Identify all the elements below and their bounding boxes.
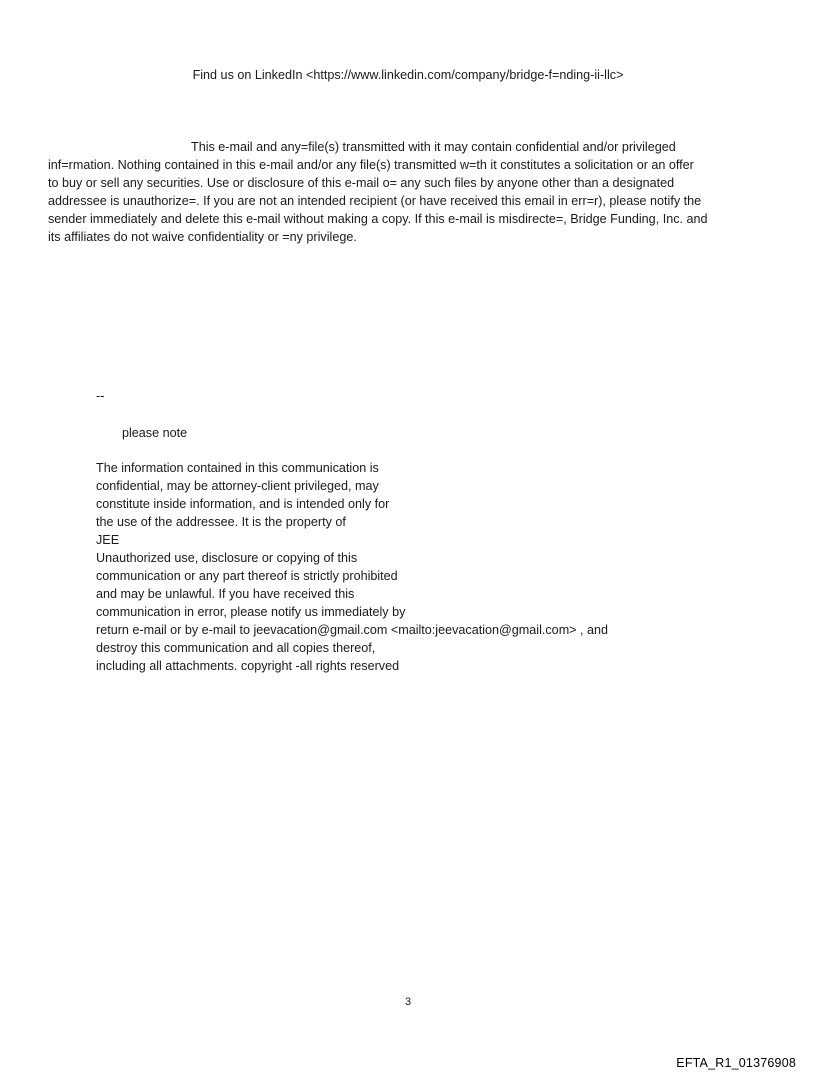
notice-line: JEE bbox=[96, 533, 120, 547]
legal-notice bbox=[96, 459, 608, 675]
signature-separator: -- bbox=[96, 389, 105, 403]
linkedin-line: Find us on LinkedIn <https://www.linkedin.com/company/bridge-f=nding-ii-llc> bbox=[192, 68, 624, 82]
notice-line: the use of the addressee. It is the property of bbox=[96, 515, 346, 529]
disclaimer-line: inf=rmation. Nothing contained in this e-mail and/or any file(s) transmitted w=th it constitutes a solicitation or an offer bbox=[48, 158, 694, 172]
disclaimer-line: sender immediately and delete this e-mail without making a copy. If this e-mail is misdirecte=, Bridge Funding, Inc. and bbox=[48, 212, 708, 226]
notice-line: communication in error, please notify us immediately by bbox=[96, 605, 406, 619]
disclaimer-line: its affiliates do not waive confidentiality or =ny privilege. bbox=[48, 230, 357, 244]
disclaimer-line: This e-mail and any=file(s) transmitted with it may contain confidential and/or privileged bbox=[191, 140, 676, 154]
notice-line: and may be unlawful. If you have received this bbox=[96, 587, 355, 601]
document-id: EFTA_R1_01376908 bbox=[676, 1056, 796, 1070]
notice-line: The information contained in this communication is bbox=[96, 461, 379, 475]
notice-line: confidential, may be attorney-client privileged, may bbox=[96, 479, 379, 493]
notice-line: including all attachments. copyright -all rights reserved bbox=[96, 659, 400, 673]
disclaimer-line: addressee is unauthorize=. If you are not an intended recipient (or have received this email in err=r), please notify the bbox=[48, 194, 702, 208]
confidentiality-disclaimer bbox=[48, 138, 768, 246]
notice-line: constitute inside information, and is intended only for bbox=[96, 497, 390, 511]
please-note-label: please note bbox=[122, 426, 188, 440]
disclaimer-line: to buy or sell any securities. Use or disclosure of this e-mail o= any such files by anyone other than a designated bbox=[48, 176, 675, 190]
notice-line: communication or any part thereof is strictly prohibited bbox=[96, 569, 398, 583]
page-number: 3 bbox=[404, 996, 412, 1008]
notice-line: return e-mail or by e-mail to jeevacation@gmail.com <mailto:jeevacation@gmail.com> , and bbox=[96, 623, 609, 637]
notice-line: destroy this communication and all copies thereof, bbox=[96, 641, 376, 655]
notice-line: Unauthorized use, disclosure or copying of this bbox=[96, 551, 358, 565]
